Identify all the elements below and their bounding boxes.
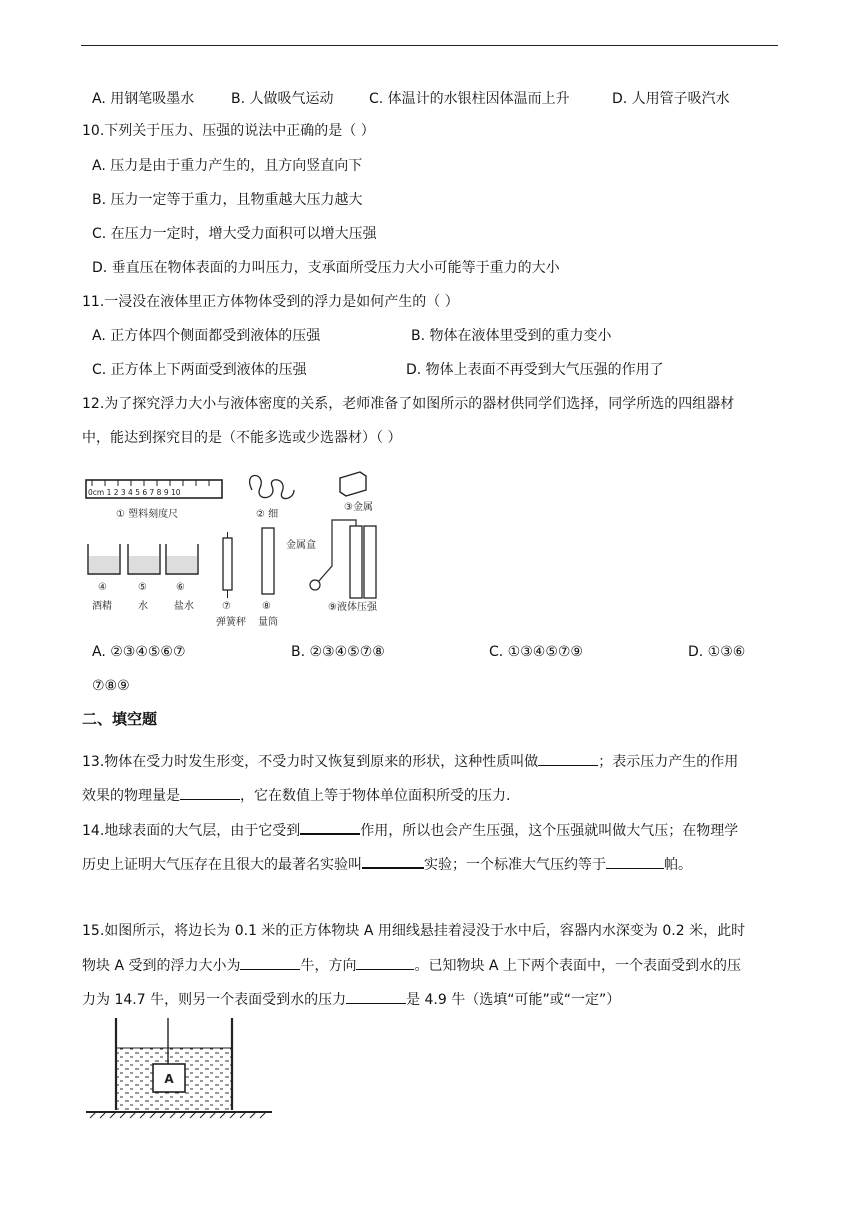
q14-line1: [82, 819, 738, 841]
q15-line2: [82, 955, 741, 976]
metal-box-label: 金属盒: [286, 540, 316, 551]
q11-stem: 11.一浸没在液体里正方体物体受到的浮力是如何产生的（ ）: [82, 294, 459, 310]
q13-text-1: 13.物体在受力时发生形变，不受力时又恢复到原来的形状，这种性质叫做: [82, 754, 539, 770]
q12-apparatus-figure: [82, 470, 412, 630]
ruler-scale: 0cm 1 2 3 4 5 6 7 8 9 10: [88, 488, 181, 497]
string-shape: [250, 476, 294, 499]
metal-block-shape: [340, 472, 366, 496]
q13-blank-1[interactable]: [538, 751, 598, 766]
q11-option-a: A. 正方体四个侧面都受到液体的压强: [92, 328, 321, 344]
q14-line2: [82, 853, 692, 875]
q10-stem: 10.下列关于压力、压强的说法中正确的是（ ）: [82, 123, 375, 139]
q14-text-2: 作用，所以也会产生压强，这个压强就叫做大气压；在物理学: [360, 823, 739, 839]
beaker-alcohol: [88, 544, 120, 574]
pressure-gauge-label: ⑨液体压强: [328, 602, 377, 613]
q15-line1: 15.如图所示，将边长为 0.1 米的正方体物块 A 用细线悬挂着浸没于水中后，容器内水深变为 0.2 米，此时: [82, 923, 746, 939]
q14-text-3: 历史上证明大气压存在且很大的最著名实验叫: [82, 857, 362, 873]
cylinder-shape: [262, 528, 274, 594]
q14-text-5: 帕。: [664, 857, 692, 873]
string-label: ② 细: [256, 509, 279, 520]
q13-blank-2[interactable]: [180, 785, 240, 800]
block-a-label: A: [164, 1072, 174, 1086]
q11-option-c: C. 正方体上下两面受到液体的压强: [92, 362, 307, 378]
n4-label: ④: [98, 582, 107, 593]
metal-label: ③金属: [344, 502, 373, 513]
water-label: 水: [138, 601, 148, 612]
q13-text-4: ，它在数值上等于物体单位面积所受的压力.: [240, 788, 511, 804]
q14-text-1: 14.地球表面的大气层，由于它受到: [82, 823, 301, 839]
q15-text-1: 物块 A 受到的浮力大小为: [82, 958, 241, 974]
q15-text-4: 力为 14.7 牛，则另一个表面受到水的压力: [82, 992, 347, 1008]
q14-text-4: 实验；一个标准大气压约等于: [424, 857, 606, 873]
q14-blank-2[interactable]: [362, 853, 424, 869]
q9-option-b: B. 人做吸气运动: [231, 91, 334, 107]
ruler-label: ① 塑料刻度尺: [116, 509, 179, 520]
q10-option-b: B. 压力一定等于重力，且物重越大压力越大: [92, 192, 363, 208]
q10-option-d: D. 垂直压在物体表面的力叫压力，支承面所受压力大小可能等于重力的大小: [92, 260, 560, 276]
q9-option-a: A. 用钢笔吸墨水: [92, 91, 195, 107]
q15-container-figure: [84, 1018, 276, 1126]
n8-label: ⑧: [262, 601, 271, 612]
q15-blank-1[interactable]: [240, 955, 300, 970]
q13-text-3: 效果的物理量是: [82, 788, 180, 804]
q12-option-c: C. ①③④⑤⑦⑨: [489, 644, 583, 660]
spring-scale-shape: [223, 532, 232, 598]
q11-option-d: D. 物体上表面不再受到大气压强的作用了: [406, 362, 664, 378]
q15-text-2: 牛，方向: [300, 958, 357, 974]
n5-label: ⑤: [138, 582, 147, 593]
header-rule: [81, 45, 778, 46]
q15-blank-2[interactable]: [356, 955, 414, 970]
q14-blank-1[interactable]: [300, 819, 360, 835]
section-fill-in-heading: 二、填空题: [82, 710, 158, 728]
n6-label: ⑥: [176, 582, 185, 593]
beaker-water: [128, 544, 160, 574]
q15-text-5: 是 4.9 牛（选填“可能”或“一定”）: [406, 992, 621, 1008]
q13-text-2: ；表示压力产生的作用: [598, 754, 739, 770]
q12-option-d-cont: ⑦⑧⑨: [92, 678, 130, 694]
q15-blank-3[interactable]: [346, 989, 406, 1004]
q13-line2: [82, 785, 510, 806]
q12-stem-line2: 中，能达到探究目的是（不能多选或少选器材）（ ）: [82, 430, 402, 446]
q15-text-3: 。已知物块 A 上下两个表面中，一个表面受到水的压: [414, 958, 741, 974]
alcohol-label: 酒精: [92, 601, 112, 612]
q9-option-d: D. 人用管子吸汽水: [612, 91, 730, 107]
q9-option-c: C. 体温计的水银柱因体温而上升: [369, 91, 570, 107]
spring-scale-label: 弹簧秤: [216, 617, 246, 628]
salt-water-label: 盐水: [174, 601, 194, 612]
n7-label: ⑦: [222, 601, 231, 612]
q15-line3: [82, 989, 620, 1010]
q12-option-b: B. ②③④⑤⑦⑧: [291, 644, 385, 660]
q12-option-d: D. ①③⑥: [688, 644, 746, 660]
q14-blank-3[interactable]: [606, 854, 664, 869]
q13-line1: [82, 751, 738, 772]
q11-option-b: B. 物体在液体里受到的重力变小: [411, 328, 612, 344]
q10-option-a: A. 压力是由于重力产生的，且方向竖直向下: [92, 158, 363, 174]
q10-option-c: C. 在压力一定时，增大受力面积可以增大压强: [92, 226, 377, 242]
cylinder-label: 量筒: [258, 617, 278, 628]
q12-option-a: A. ②③④⑤⑥⑦: [92, 644, 186, 660]
q12-stem-line1: 12.为了探究浮力大小与液体密度的关系，老师准备了如图所示的器材供同学们选择，同学所选的四组器材: [82, 396, 735, 412]
beaker-salt-water: [166, 544, 198, 574]
pressure-gauge-shape: [310, 520, 376, 598]
